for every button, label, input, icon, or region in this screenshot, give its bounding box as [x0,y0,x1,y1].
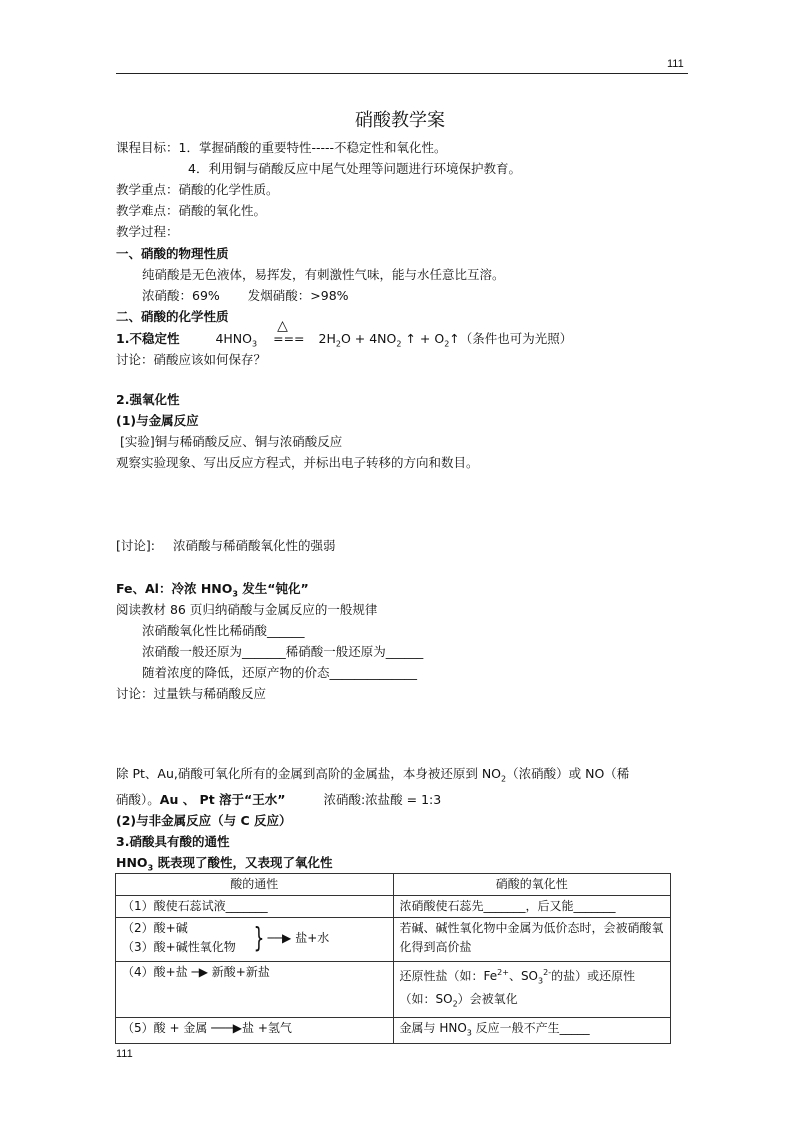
para1-a: 除 Pt、Au,硝酸可氧化所有的金属到高阶的金属盐，本身被还原到 NO [116,766,502,781]
t: 金属与 HNO [399,1021,467,1035]
unstable-label: 1.不稳定性 [116,331,180,346]
sub: 2 [335,339,341,349]
header-page-number: 111 [667,58,684,70]
cell [116,918,394,962]
para2-a: 硝酸）。 [116,792,160,807]
acid-property-heading: 3.硝酸具有酸的通性 [116,834,230,849]
header-acid: 酸的通性 [116,874,394,896]
cell [393,1018,671,1044]
t: 反应一般不产生_____ [471,1021,590,1035]
discuss-text: 浓硝酸与稀硝酸氧化性的强弱 [172,538,336,553]
passivation-a: Fe、Al：冷浓 HNO [116,581,233,596]
para2-b: Au 、 Pt 溶于“王水” [159,792,286,807]
sub: 2 [452,999,458,1009]
sub: 3 [252,339,258,349]
heat-icon: △ [277,318,288,334]
sup: 2- [543,968,552,977]
eq-p4: ↑（条件也可为光照） [449,331,573,346]
discussion-2 [116,537,335,555]
paragraph-1 [116,765,629,789]
cell: 浓硝酸使石蕊先_______，后又能_______ [393,896,671,918]
sub: 3 [538,976,544,986]
eq-p2: O + 4NO [340,331,397,346]
t: 还原性盐（如：Fe [399,969,498,983]
arrow-icon: ──▶ [267,930,292,945]
eq-equals: === [273,331,305,346]
para1-b: （浓硝酸）或 NO（稀 [506,766,630,781]
eq-sign [273,318,305,346]
t: 的盐）或还原性（如：SO [399,969,636,1007]
experiment: [实验]铜与稀硝酸反应、铜与浓硝酸反应 [120,434,343,449]
eq-p1: 2H [318,331,336,346]
passivation-b: 发生“钝化” [237,581,309,596]
both-a: HNO [116,855,148,870]
sub: 2 [444,339,450,349]
both-b: 既表现了酸性，又表现了氧化性 [153,855,333,870]
cell: （4）酸+盐 ─▶ 新酸+新盐 [116,962,394,1018]
header-oxidizing: 硝酸的氧化性 [393,874,671,896]
passivation [116,580,309,604]
header-rule [116,73,688,74]
page-title: 硝酸教学案 [355,110,445,131]
cell [393,962,671,1018]
t: ）会被氧化 [457,992,518,1007]
brace-icon: } [253,921,264,954]
goals-label: 课程目标： [116,140,179,155]
para2-c: 浓硝酸:浓盐酸 = 1:3 [323,792,442,807]
sup: 2+ [497,968,509,977]
r2res: 盐+水 [295,930,330,945]
discussion-1: 讨论：硝酸应该如何保存？ [116,352,267,367]
comparison-table [115,873,671,1044]
rule-2: 浓硝酸一般还原为_______稀硝酸一般还原为______ [142,644,424,659]
eq-p3: ↑ + O [401,331,445,346]
eq-lhs: 4HNO [215,331,252,346]
cell: 若碱、碱性氧化物中金属为低价态时，会被硝酸氧化得到高价盐 [393,918,671,962]
physical-properties: 纯硝酸是无色液体，易挥发，有刺激性气味，能与水任意比互溶。 [142,267,505,282]
sub: 3 [466,1028,472,1038]
r2b: （3）酸+碱性氧化物 [122,940,236,954]
conc-text: 浓硝酸：69% [142,288,220,303]
decomposition-equation [116,318,573,354]
goal-1: 1．掌握硝酸的重要特性-----不稳定性和氧化性。 [178,140,447,155]
r2a: （2）酸+碱 [122,921,188,935]
reading-task: 阅读教材 86 页归纳硝酸与金属反应的一般规律 [116,602,378,617]
oxidizing-heading: 2.强氧化性 [116,392,180,407]
sub: 2 [396,339,402,349]
cell: （1）酸使石蕊试液_______ [116,896,394,918]
concentrations [142,287,349,305]
sub: 2 [501,774,507,784]
discussion-3: 讨论：过量铁与稀硝酸反应 [116,686,267,701]
cell: （5）酸 + 金属 ───▶盐 +氢气 [116,1018,394,1044]
metal-reaction-heading: (1)与金属反应 [116,413,199,428]
goal-line-1 [116,139,447,157]
rule-3: 随着浓度的降低，还原产物的价态______________ [142,665,418,680]
key-point: 教学重点：硝酸的化学性质。 [116,182,279,197]
sub: 3 [147,863,154,873]
nonmetal-heading: (2)与非金属反应（与 C 反应） [116,813,292,828]
section-2-heading: 二、硝酸的化学性质 [116,309,229,324]
t: 、SO [508,969,539,983]
discuss-label: [讨论]: [116,538,155,553]
difficulty: 教学难点：硝酸的氧化性。 [116,203,267,218]
observe-instruction: 观察实验现象、写出反应方程式，并标出电子转移的方向和数目。 [116,455,479,470]
section-1-heading: 一、硝酸的物理性质 [116,246,229,261]
rule-1: 浓硝酸氧化性比稀硝酸______ [142,623,305,638]
footer-page-number: 111 [116,1048,133,1060]
process: 教学过程： [116,224,179,239]
goal-2: 4．利用铜与硝酸反应中尾气处理等问题进行环境保护教育。 [188,161,521,176]
paragraph-2 [116,791,441,809]
sub: 3 [232,589,238,599]
fuming-text: 发烟硝酸：>98% [247,288,349,303]
